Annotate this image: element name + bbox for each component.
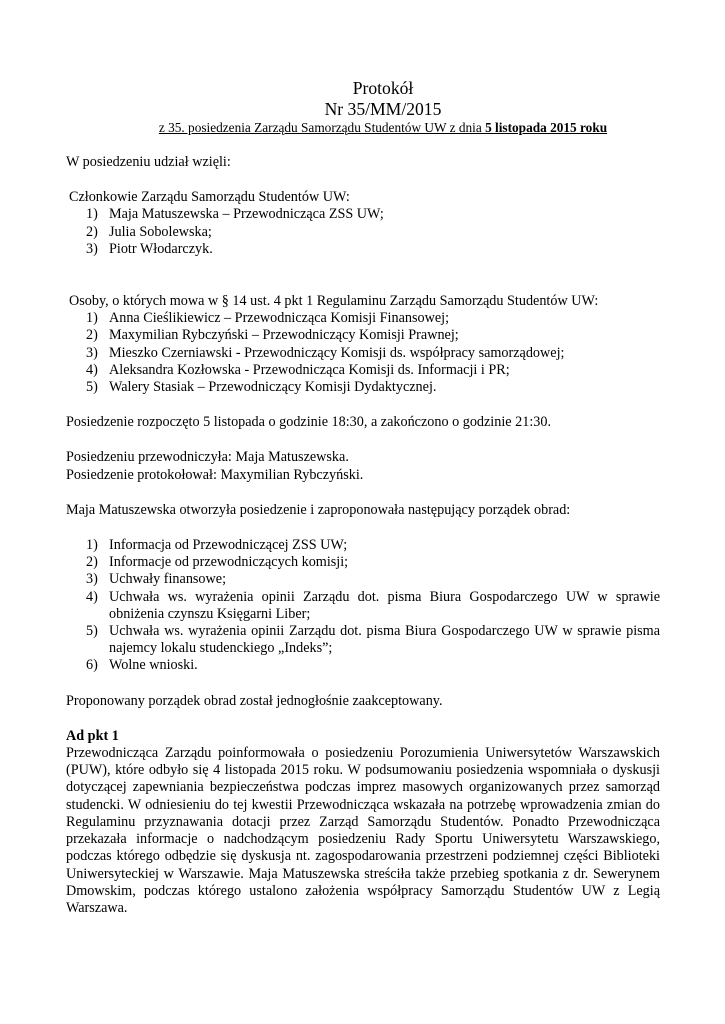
- list-item: 1) Anna Cieślikiewicz – Przewodnicząca Komisji Finansowej;: [86, 310, 450, 327]
- list-item: 2) Maxymilian Rybczyński – Przewodniczący Komisji Prawnej;: [86, 327, 459, 344]
- list-item: 6) Wolne wnioski.: [86, 657, 198, 674]
- meeting-chair: Posiedzeniu przewodniczyła: Maja Matuszewska.: [66, 449, 349, 466]
- agenda-list: [66, 537, 660, 675]
- document-title: Protokół: [352, 78, 414, 98]
- others-list: [66, 310, 660, 396]
- list-item: 2) Informacje od przewodniczących komisji;: [86, 554, 349, 571]
- list-item: 4) Aleksandra Kozłowska - Przewodnicząca Komisji ds. Informacji i PR;: [86, 361, 510, 378]
- board-heading: Członkowie Zarządu Samorządu Studentów UW:: [69, 189, 350, 206]
- list-item: 5) Walery Stasiak – Przewodniczący Komisji Dydaktycznej.: [86, 379, 437, 396]
- list-item: 3) Mieszko Czerniawski - Przewodniczący Komisji ds. współpracy samorządowej;: [86, 344, 565, 361]
- document-subtitle: [106, 119, 660, 136]
- board-members-list: [66, 206, 660, 258]
- list-item: 2) Julia Sobolewska;: [86, 223, 212, 240]
- meeting-recorder: Posiedzenie protokołował: Maxymilian Rybczyński.: [66, 466, 364, 483]
- attendance-intro: W posiedzeniu udział wzięli:: [66, 154, 231, 170]
- list-item: 3) Uchwały finansowe;: [86, 571, 227, 588]
- agenda-intro: Maja Matuszewska otworzyła posiedzenie i zaproponowała następujący porządek obrad:: [66, 501, 571, 518]
- agenda-accepted: Proponowany porządek obrad został jednogłośnie zaakceptowany.: [66, 692, 443, 709]
- document-number: Nr 35/MM/2015: [324, 98, 442, 119]
- others-heading: Osoby, o których mowa w § 14 ust. 4 pkt 1 Regulaminu Zarządu Samorządu Studentów UW:: [69, 293, 599, 310]
- meeting-time: Posiedzenie rozpoczęto 5 listopada o godzinie 18:30, a zakończono o godzinie 21:30.: [66, 414, 551, 431]
- section-body: Przewodnicząca Zarządu poinformowała o posiedzeniu Porozumienia Uniwersytetów Warszawskich (PUW), które odbyło się 4 listopada 2015 roku. W podsumowaniu posiedzenia wspomniała o dyskusji dotyczącej zapewniania bezpieczeństwa podczas imprez masowych organizowanych przez samorząd studencki. W odniesieniu do tej kwestii Przewodnicząca wskazała na potrzebę wprowadzenia zmian do Regulaminu przyznawania dotacji przez Zarząd Samorządu Studentów. Ponadto Przewodnicząca przekazała informacje o nadchodzącym posiedzeniu Rady Sportu Uniwersytetu Warszawskiego, podczas którego odbędzie się dyskusja nt. zagospodarowania przestrzeni podziemnej części Biblioteki Uniwersyteckiej w Warszawie. Maja Matuszewska streściła także przebieg spotkania z dr. Sewerynem Dmowskim, podczas którego ustalono założenia współpracy Samorządu Studentów UW z Legią Warszawa.: [66, 745, 660, 916]
- list-item: 3) Piotr Włodarczyk.: [86, 240, 213, 257]
- list-item: 1) Maja Matuszewska – Przewodnicząca ZSS UW;: [86, 206, 384, 223]
- list-item: 4) Uchwała ws. wyrażenia opinii Zarządu dot. pisma Biura Gospodarczego UW w sprawie obniżenia czynszu Księgarni Liber;: [86, 588, 660, 622]
- subtitle-prefix: z 35. posiedzenia Zarządu Samorządu Studentów UW z dnia: [158, 120, 486, 135]
- section-heading: Ad pkt 1: [66, 727, 119, 744]
- subtitle-date: 5 listopada 2015 roku: [485, 120, 608, 135]
- list-item: 1) Informacja od Przewodniczącej ZSS UW;: [86, 537, 348, 554]
- list-item: 5) Uchwała ws. wyrażenia opinii Zarządu dot. pisma Biura Gospodarczego UW w sprawie pisma najemcy lokalu studenckiego „Indeks”;: [86, 623, 660, 657]
- document-page: [66, 78, 660, 917]
